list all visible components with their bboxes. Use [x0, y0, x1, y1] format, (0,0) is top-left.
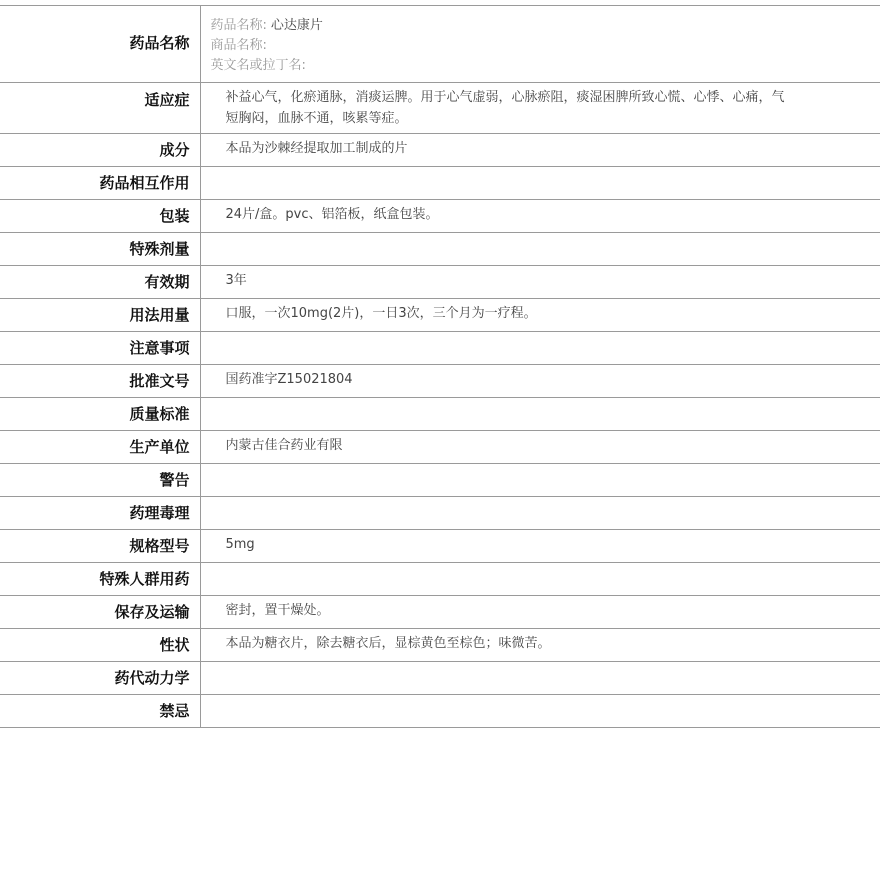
- row-label: 注意事项: [0, 332, 200, 365]
- table-row-description: [0, 629, 880, 662]
- row-label: 性状: [0, 629, 200, 662]
- table-row-pharmacokinetics: [0, 662, 880, 695]
- table-row-storage: [0, 596, 880, 629]
- row-value: 密封，置干燥处。: [225, 603, 330, 618]
- row-label: 药品名称: [0, 6, 200, 83]
- row-value: 补益心气，化瘀通脉，消痰运脾。用于心气虚弱，心脉瘀阻，痰湿困脾所致心慌、心悸、心痛，气短胸闷，血脉不通，咳累等症。: [225, 90, 785, 126]
- row-label: 药理毒理: [0, 497, 200, 530]
- row-value: 口服，一次10mg(2片)，一日3次，三个月为一疗程。: [225, 306, 537, 321]
- row-label: 有效期: [0, 266, 200, 299]
- row-value: [200, 662, 880, 695]
- row-label: 特殊人群用药: [0, 563, 200, 596]
- table-row-shelf-life: [0, 266, 880, 299]
- table-row-precautions: [0, 332, 880, 365]
- row-value: 本品为糖衣片，除去糖衣后，显棕黄色至棕色；味微苦。: [225, 636, 551, 651]
- drug-spec-table: [0, 5, 880, 728]
- row-value: [200, 695, 880, 728]
- row-value: [200, 464, 880, 497]
- row-label: 规格型号: [0, 530, 200, 563]
- generic-name-line: [211, 16, 791, 36]
- row-value: [200, 563, 880, 596]
- table-row-packaging: [0, 200, 880, 233]
- row-label: 包装: [0, 200, 200, 233]
- english-name-line: [211, 56, 791, 76]
- table-row-contraindications: [0, 695, 880, 728]
- table-row-special-dosage: [0, 233, 880, 266]
- row-value: 3年: [225, 273, 247, 288]
- row-label: 成分: [0, 134, 200, 167]
- generic-name-label: 药品名称:: [210, 18, 267, 33]
- row-label: 用法用量: [0, 299, 200, 332]
- row-label: 适应症: [0, 83, 200, 134]
- row-label: 生产单位: [0, 431, 200, 464]
- table-row-special-populations: [0, 563, 880, 596]
- row-value: 5mg: [225, 537, 255, 552]
- row-label: 禁忌: [0, 695, 200, 728]
- row-value: [200, 167, 880, 200]
- table-row-indications: [0, 83, 880, 134]
- english-name-label: 英文名或拉丁名:: [210, 58, 306, 73]
- table-row-drug-name: [0, 6, 880, 83]
- row-label: 警告: [0, 464, 200, 497]
- table-row-ingredients: [0, 134, 880, 167]
- table-row-specification: [0, 530, 880, 563]
- drug-name-block: [200, 6, 880, 83]
- row-label: 药代动力学: [0, 662, 200, 695]
- row-value: 国药准字Z15021804: [225, 372, 353, 387]
- row-value: [200, 398, 880, 431]
- row-value: 24片/盒。pvc、铝箔板，纸盒包装。: [225, 207, 439, 222]
- row-label: 药品相互作用: [0, 167, 200, 200]
- table-row-manufacturer: [0, 431, 880, 464]
- row-label: 批准文号: [0, 365, 200, 398]
- row-label: 质量标准: [0, 398, 200, 431]
- row-value: [200, 233, 880, 266]
- table-row-interactions: [0, 167, 880, 200]
- table-row-dosage: [0, 299, 880, 332]
- table-row-approval-number: [0, 365, 880, 398]
- trade-name-label: 商品名称:: [210, 38, 267, 53]
- row-label: 保存及运输: [0, 596, 200, 629]
- row-value: [200, 332, 880, 365]
- table-row-warning: [0, 464, 880, 497]
- table-row-pharmacology: [0, 497, 880, 530]
- generic-name-value: 心达康片: [270, 18, 323, 33]
- trade-name-line: [211, 36, 791, 56]
- row-value: 本品为沙棘经提取加工制成的片: [225, 141, 408, 156]
- row-value: [200, 497, 880, 530]
- row-value: 内蒙古佳合药业有限: [225, 438, 343, 453]
- row-label: 特殊剂量: [0, 233, 200, 266]
- table-row-quality-standard: [0, 398, 880, 431]
